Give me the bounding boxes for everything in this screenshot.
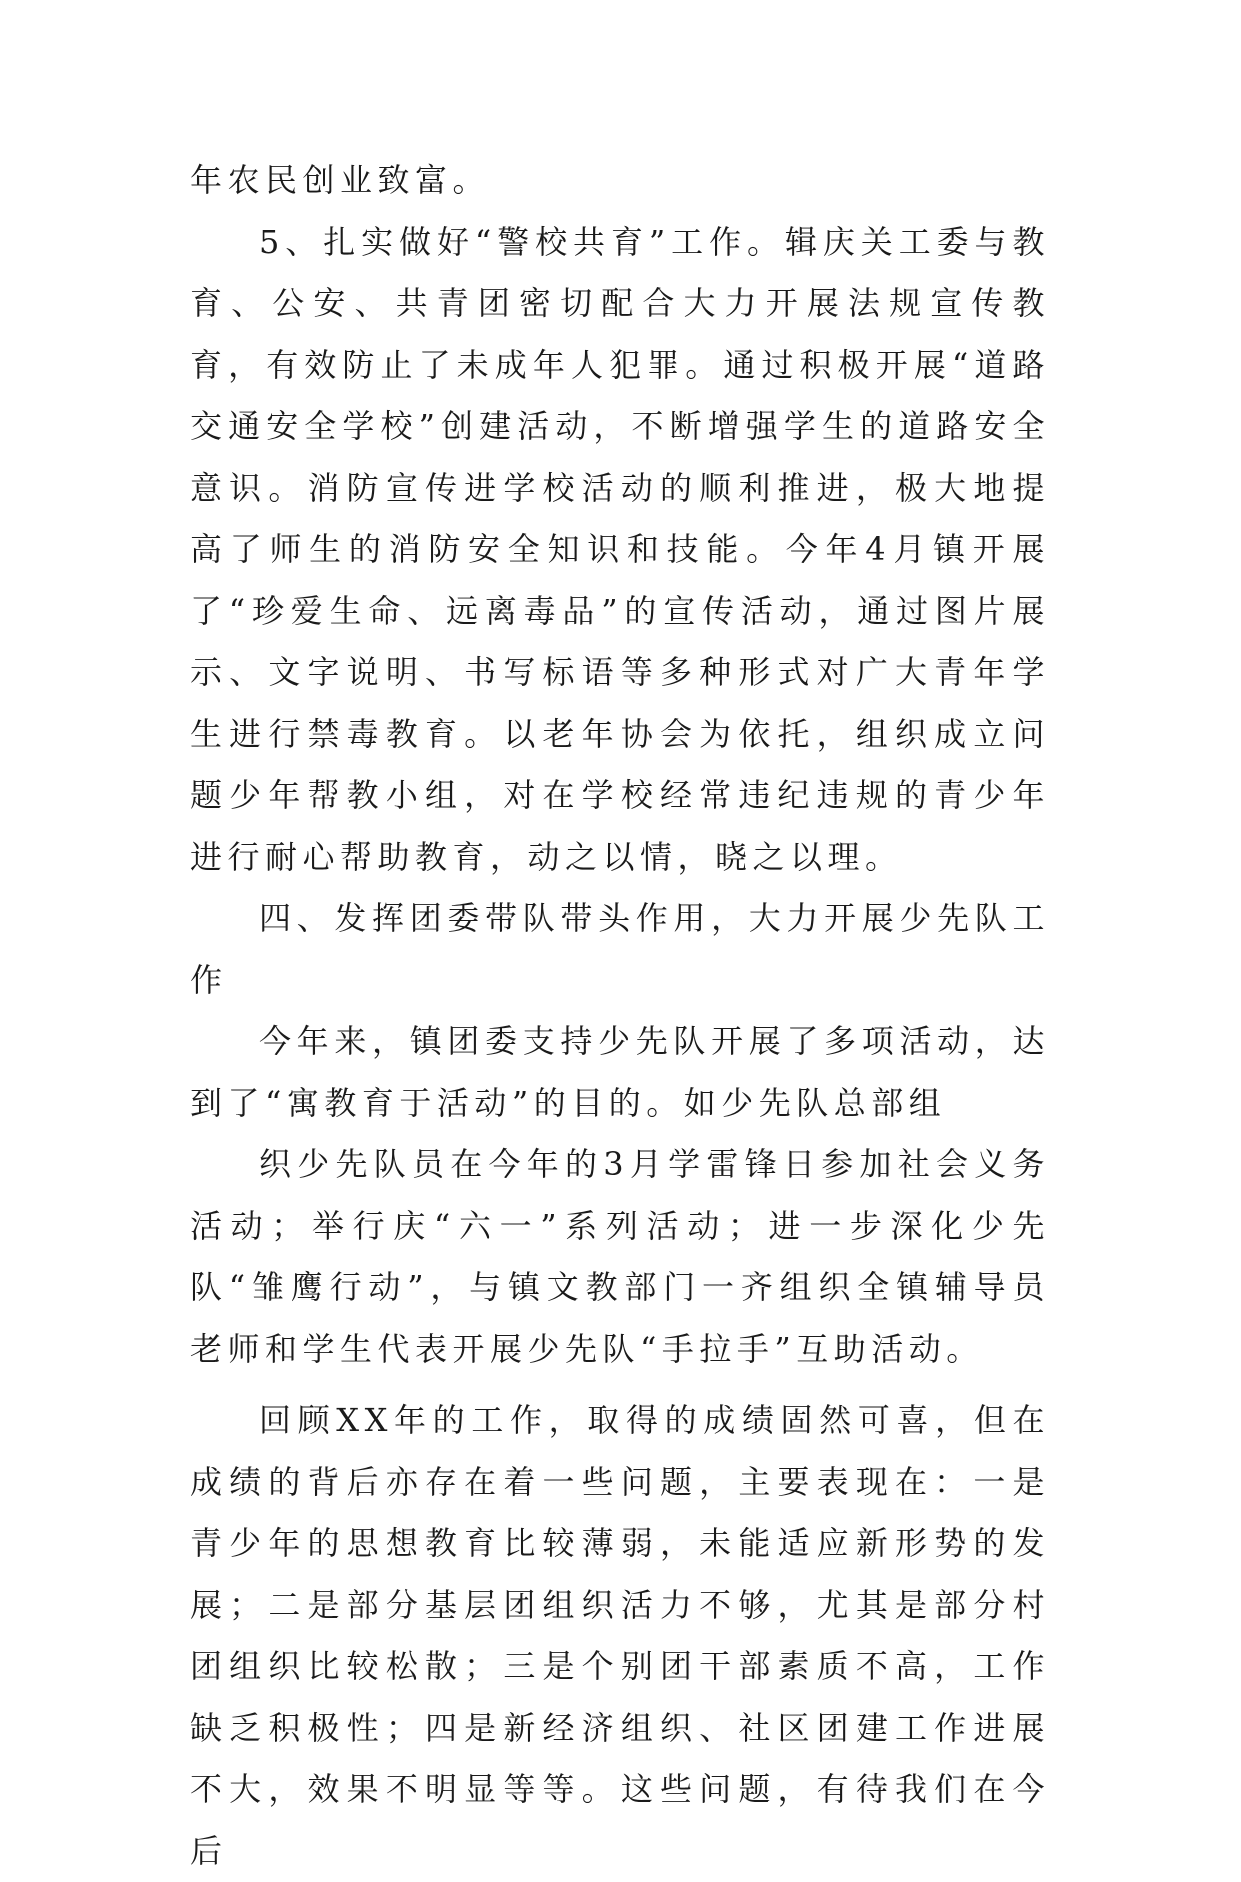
document-body [190, 150, 1050, 1882]
paragraph-item-5: 5、扎实做好“警校共育”工作。辑庆关工委与教育、公安、共青团密切配合大力开展法规宣传教育，有效防止了未成年人犯罪。通过积极开展“道路交通安全学校”创建活动，不断增强学生的道路安全意识。消防宣传进学校活动的顺利推进，极大地提高了师生的消防安全知识和技能。今年4月镇开展了“珍爱生命、远离毒品”的宣传活动，通过图片展示、文字说明、书写标语等多种形式对广大青年学生进行禁毒教育。以老年协会为依托，组织成立问题少年帮教小组，对在学校经常违纪违规的青少年进行耐心帮助教育，动之以情，晓之以理。 [190, 222, 1050, 876]
paragraph-continuation: 年农民创业致富。 [190, 161, 491, 199]
paragraph-spacer [190, 1380, 1050, 1390]
paragraph-young-pioneers-activities: 织少先队员在今年的3月学雷锋日参加社会义务活动；举行庆“六一”系列活动；进一步深化少先队“雏鹰行动”，与镇文教部门一齐组织全镇辅导员老师和学生代表开展少先队“手拉手”互助活动。 [190, 1145, 1050, 1368]
paragraph-review: 回顾XX年的工作，取得的成绩固然可喜，但在成绩的背后亦存在着一些问题，主要表现在：一是青少年的思想教育比较薄弱，未能适应新形势的发展；二是部分基层团组织活力不够，尤其是部分村团组织比较松散；三是个别团干部素质不高，工作缺乏积极性；四是新经济组织、社区团建工作进展不大，效果不明显等等。这些问题，有待我们在今后 [190, 1401, 1050, 1870]
section-heading-4: 四、发挥团委带队带头作用，大力开展少先队工作 [190, 899, 1050, 999]
paragraph-young-pioneers-intro: 今年来，镇团委支持少先队开展了多项活动，达到了“寓教育于活动”的目的。如少先队总部组 [190, 1022, 1050, 1122]
